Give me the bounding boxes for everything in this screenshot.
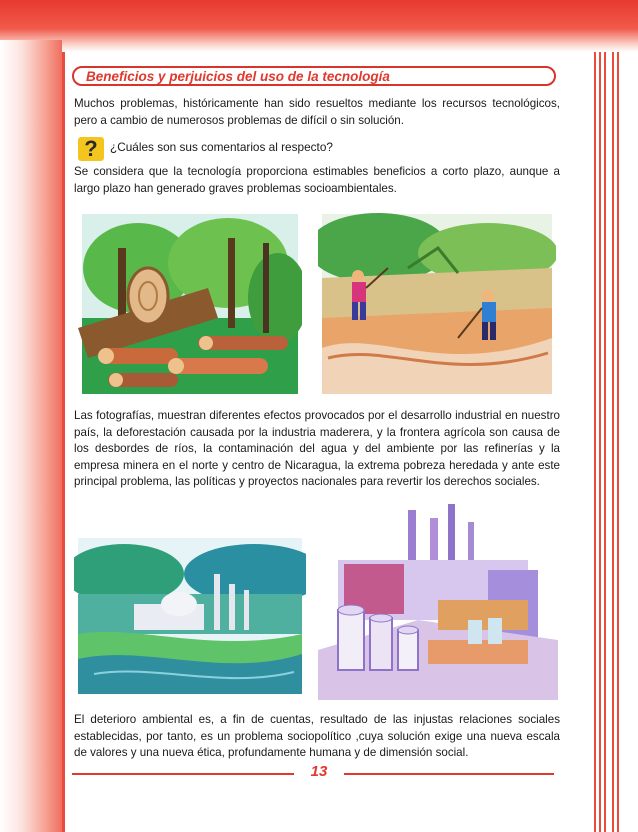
illustration-industrial-plant	[318, 500, 558, 700]
right-rule	[612, 52, 614, 832]
header-band	[0, 0, 638, 52]
intro-paragraph: Muchos problemas, históricamente han sido resueltos mediante los recursos tecnológicos, pero a cambio de numerosos problemas de difícil o sin solución.	[74, 97, 560, 127]
footer-rule-right	[344, 773, 554, 775]
left-rule	[62, 52, 65, 832]
right-rule	[594, 52, 596, 832]
illustration-land-clearing-workers	[318, 208, 556, 398]
page-number: 13	[310, 763, 328, 780]
right-rule	[599, 52, 601, 832]
paragraph-benefits: Se considera que la tecnología proporciona estimables beneficios a corto plazo, aunque a largo plazo han generado graves problemas socioambientales.	[74, 165, 560, 195]
paragraph-conclusion: El deterioro ambiental es, a fin de cuentas, resultado de las injustas relaciones sociales establecidas, por tanto, es un problema sociopolítico ,cuya solución exige una nueva escala de valores y una nueva ética, profundamente humana y de dimensión social.	[74, 713, 560, 760]
right-rule	[604, 52, 606, 832]
right-rule	[617, 52, 619, 832]
illustration-river-refinery	[74, 534, 306, 698]
illustration-deforestation-logs	[78, 208, 302, 398]
section-title	[72, 66, 556, 86]
question-text: ¿Cuáles son sus comentarios al respecto?	[110, 140, 333, 154]
section-title-text: Beneficios y perjuicios del uso de la tecnología	[86, 69, 390, 84]
paragraph-photos: Las fotografías, muestran diferentes efectos provocados por el desarrollo industrial en nuestro país, la deforestación causada por la industria maderera, y la frontera agrícola son causa de los desbordes de ríos, la contaminación del agua y del ambiente por las refinerías y la empresa minera en el norte y centro de Nicaragua, la extrema pobreza heredada y ante este principal problema, las políticas y proyectos nacionales para revertir los derechos sociales.	[74, 409, 560, 489]
question-mark-icon: ?	[78, 137, 104, 161]
left-margin-band	[0, 40, 62, 832]
footer-rule-left	[72, 773, 294, 775]
